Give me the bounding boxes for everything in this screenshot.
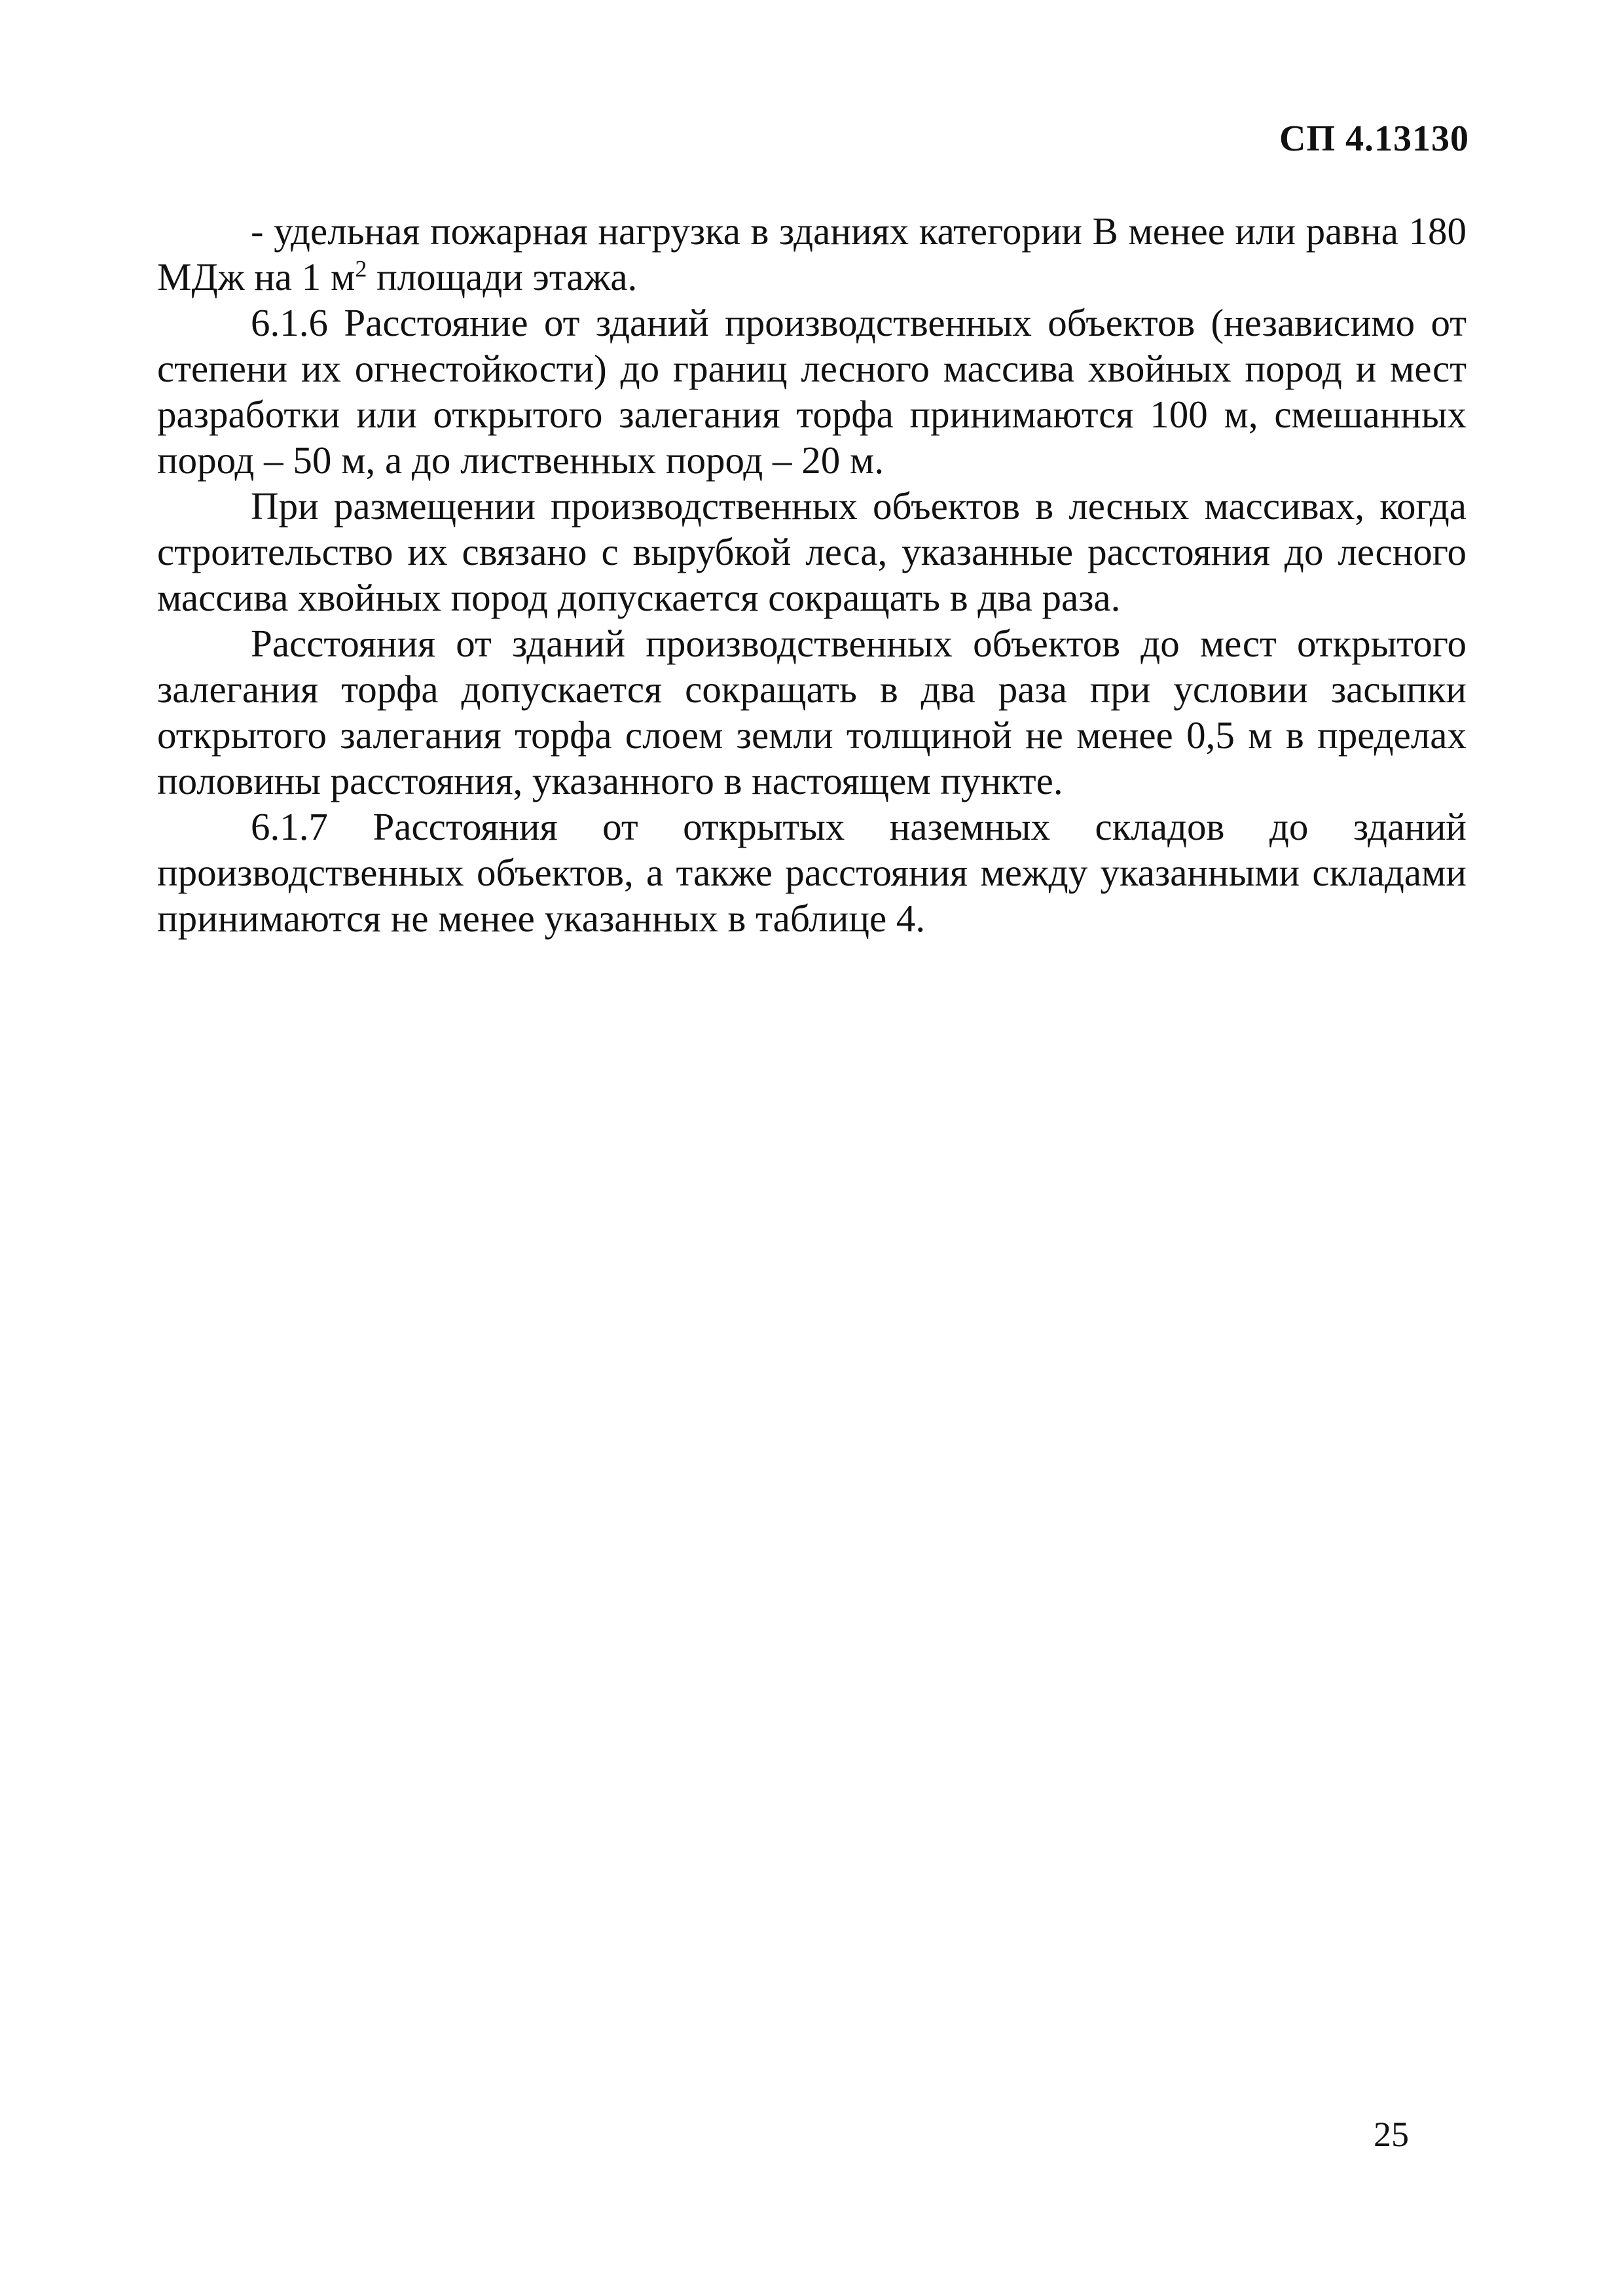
paragraph-peat-distance: Расстояния от зданий производственных объектов до мест открытого залегания торфа допускается сокращать в два раза при условии засыпки открытого залегания торфа слоем земли толщиной не менее 0,5 м в пределах половины расстояния, указанного в настоящем пункте. (157, 622, 1467, 802)
paragraph-6-1-6: 6.1.6 Расстояние от зданий производственных объектов (независимо от степени их огнестойкости) до границ лесного массива хвойных пород и мест разработки или открытого залегания торфа принимаются 100 м, смешанных пород – 50 м, а до лиственных пород – 20 м. (157, 301, 1467, 482)
paragraph-forest-placement: При размещении производственных объектов в лесных массивах, когда строительство их связано с вырубкой леса, указанные расстояния до лесного массива хвойных пород допускается сокращать в два раза. (157, 484, 1467, 619)
fire-load-text: - удельная пожарная нагрузка в зданиях категории В менее или равна 180 МДж на 1 м (157, 209, 1467, 298)
square-superscript: 2 (355, 255, 367, 282)
paragraph-fire-load (157, 208, 1467, 300)
body-text (157, 208, 1467, 941)
fire-load-text-end: площади этажа. (367, 255, 638, 298)
document-code: СП 4.13130 (1279, 118, 1469, 159)
paragraph-6-1-7-first-line: 6.1.7 Расстояния от открытых наземных складов до зданий (251, 805, 1467, 848)
paragraph-6-1-7: производственных объектов, а также расстояния между указанными складами принимаются не менее указанных в таблице 4. (157, 851, 1467, 940)
page-number: 25 (1374, 2115, 1409, 2154)
